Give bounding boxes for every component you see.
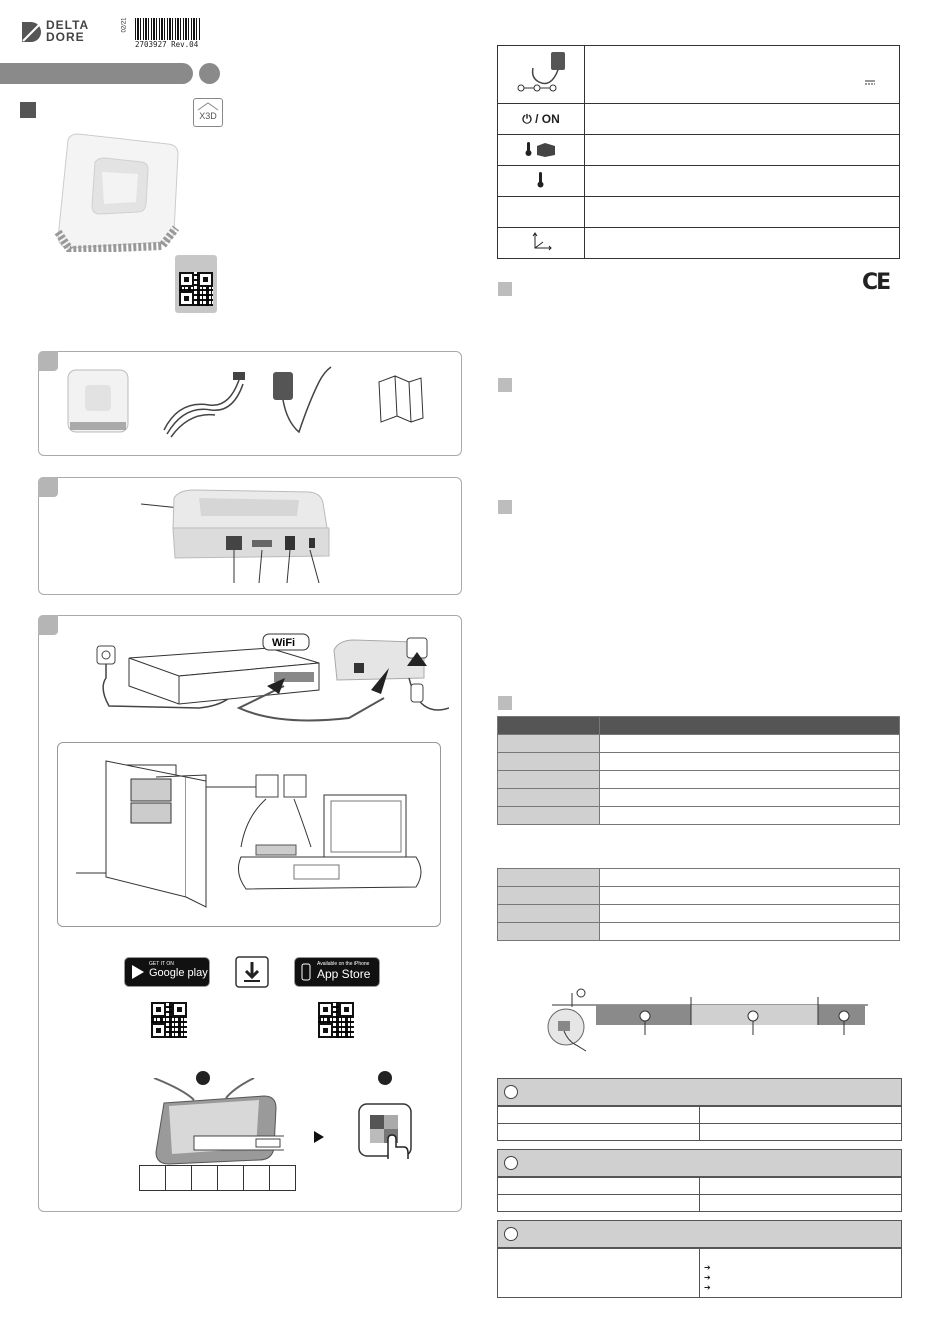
adapter-polarity-icon <box>511 48 571 98</box>
app-store-qr-code <box>318 1002 354 1038</box>
google-play-text: Google play <box>149 967 208 979</box>
symbol-cell-power: ⏻ / ON <box>498 104 585 135</box>
symbol-cell-temp-storage-text <box>585 135 900 166</box>
button-press-timeline <box>538 985 878 1055</box>
brand-line-2: DORE <box>46 30 85 44</box>
section-marker <box>498 500 512 514</box>
arrow-list: ➔ ➔ ➔ <box>704 1263 711 1292</box>
ce-mark: CE <box>862 270 890 295</box>
title-bar-circle <box>199 63 220 84</box>
symbol-cell-temp <box>498 166 585 197</box>
thermometer-icon <box>536 171 546 189</box>
symbol-cell-power-text <box>585 104 900 135</box>
device-underside-illustration <box>144 1078 284 1168</box>
google-play-badge[interactable] <box>124 957 210 987</box>
section-marker <box>498 696 512 710</box>
delta-dore-logo <box>20 20 120 46</box>
mode-box-3 <box>497 1220 902 1298</box>
step-dot-2 <box>378 1071 392 1085</box>
mode-circle <box>504 1156 518 1170</box>
barcode-date: 02/21 <box>121 17 128 33</box>
symbol-cell-temp-text <box>585 166 900 197</box>
symbol-cell-dimensions-text <box>585 228 900 259</box>
cabinet-subpanel <box>57 742 441 927</box>
app-store-small-text: Available on the iPhone <box>317 961 370 967</box>
symbol-cell-dimensions <box>498 228 585 259</box>
led-status-table <box>497 716 900 825</box>
panel-installation <box>38 615 462 1212</box>
panel-device-connectors <box>38 477 462 595</box>
arrow-right-icon <box>312 1129 326 1145</box>
brand-line-1: DELTA <box>46 18 90 32</box>
title-bar <box>0 63 193 84</box>
app-store-text: App Store <box>317 967 371 981</box>
google-play-small-text: GET IT ON <box>149 961 174 967</box>
tydom-app-icon <box>358 1103 414 1161</box>
mode-box-1 <box>497 1078 902 1141</box>
barcode <box>135 18 201 40</box>
symbol-cell-adapter-text <box>585 46 900 104</box>
dimensions-axes-icon <box>529 232 553 252</box>
dc-symbol-icon <box>865 80 875 86</box>
download-icon <box>235 956 269 988</box>
house-roof-icon <box>194 101 222 111</box>
mode-box-2 <box>497 1149 902 1212</box>
mode-circle <box>504 1227 518 1241</box>
device-rear-illustration <box>139 488 369 588</box>
app-store-badge[interactable] <box>294 957 380 987</box>
panel-box-contents <box>38 351 462 456</box>
panel-tag <box>38 477 58 497</box>
panel-tag <box>38 351 58 371</box>
second-status-table <box>497 868 900 941</box>
manual-icon <box>375 372 425 427</box>
section-marker <box>498 378 512 392</box>
iphone-icon <box>301 963 311 981</box>
x3d-badge <box>193 98 223 127</box>
panel-tag <box>38 615 58 635</box>
section-marker <box>498 282 512 296</box>
symbol-cell-adapter <box>498 46 585 104</box>
mode-circle <box>504 1085 518 1099</box>
barcode-reference: 2703927 Rev.04 <box>135 40 199 49</box>
thermometer-box-icon <box>523 140 559 158</box>
x3d-label: X3D <box>199 111 217 121</box>
qr-card <box>175 255 217 313</box>
device-icon <box>65 367 131 437</box>
google-play-qr-code <box>151 1002 187 1038</box>
pin-code-boxes <box>139 1165 296 1191</box>
power-adapter-icon <box>269 362 339 442</box>
qr-code-icon <box>179 272 213 306</box>
ethernet-cable-icon <box>159 360 249 440</box>
google-play-icon <box>131 964 145 980</box>
symbol-cell-temp-storage <box>498 135 585 166</box>
router-connection-illustration <box>89 628 449 738</box>
symbol-cell-empty-text <box>585 197 900 228</box>
section-marker <box>20 102 36 118</box>
symbol-table <box>497 45 900 259</box>
cabinet-illustration <box>76 757 426 917</box>
tydom-box-image <box>50 132 185 252</box>
symbol-cell-empty <box>498 197 585 228</box>
logo-mark-icon <box>20 20 42 44</box>
svg-text:WiFi: WiFi <box>272 637 296 649</box>
